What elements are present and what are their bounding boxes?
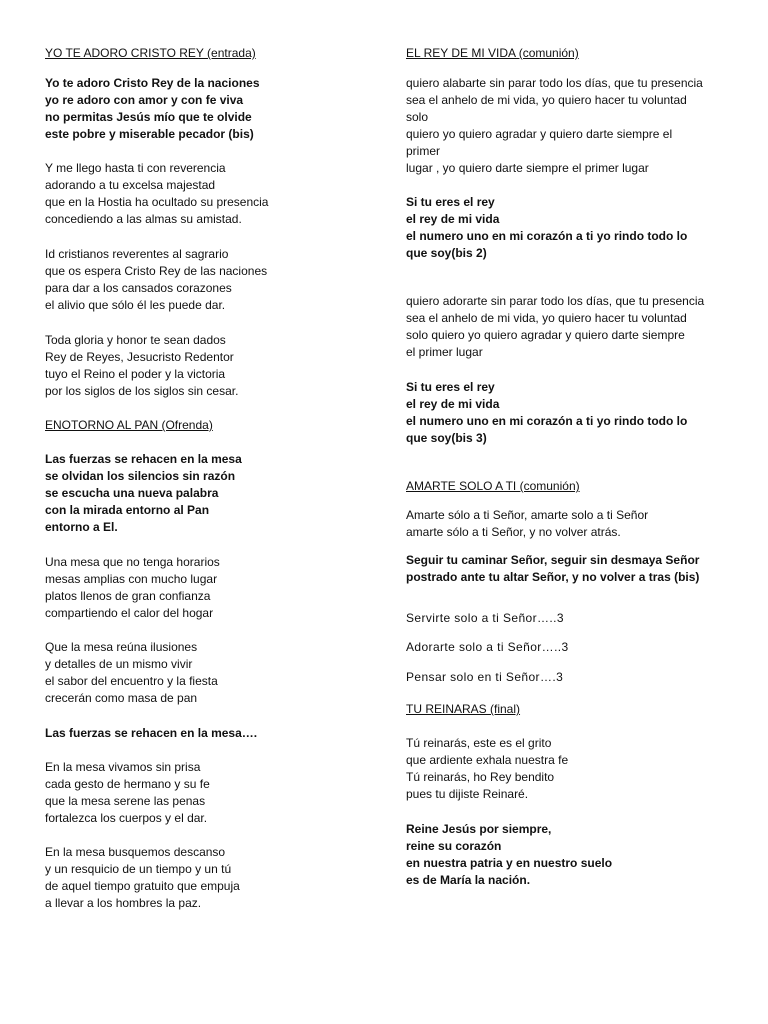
verse-2-yo-te-adoro: Id cristianos reverentes al sagrario que os espera Cristo Rey de las naciones para dar a los cansados corazones el alivio que sólo él les puede dar.: [45, 247, 268, 312]
verse-2-el-rey-de-mi-vida: quiero adorarte sin parar todo los días, que tu presencia sea el anhelo de mi vida, yo quiero hacer tu voluntad solo quiero yo quiero agradar y quiero darte siempre el primer lugar: [406, 294, 705, 359]
verse-1-tu-reinaras: Tú reinarás, este es el grito que ardiente exhala nuestra fe Tú reinarás, ho Rey bendito pues tu dijiste Reinaré.: [406, 736, 569, 801]
chorus-amarte-solo-a-ti: Seguir tu caminar Señor, seguir sin desmaya Señor postrado ante tu altar Señor, y no volver a tras (bis): [406, 553, 700, 584]
chorus-yo-te-adoro: Yo te adoro Cristo Rey de la naciones yo re adoro con amor y con fe viva no permitas Jesús mío que te olvide este pobre y miserable pecador (bis): [45, 76, 260, 141]
song-title-tu-reinaras: TU REINARAS (final): [406, 702, 521, 716]
chorus-2-el-rey-de-mi-vida: Si tu eres el rey el rey de mi vida el numero uno en mi corazón a ti yo rindo todo lo que soy(bis 3): [406, 380, 688, 445]
chorus-1-el-rey-de-mi-vida: Si tu eres el rey el rey de mi vida el numero uno en mi corazón a ti yo rindo todo lo que soy(bis 2): [406, 195, 688, 260]
verse-1-entorno-al-pan: Una mesa que no tenga horarios mesas amplias con mucho lugar platos llenos de gran confianza compartiendo el calor del hogar: [45, 555, 220, 620]
line-servirte: Servirte solo a ti Señor…..3: [406, 611, 564, 625]
verse-2-entorno-al-pan: Que la mesa reúna ilusiones y detalles de un mismo vivir el sabor del encuentro y la fiesta crecerán como masa de pan: [45, 640, 218, 705]
song-title-el-rey-de-mi-vida: EL REY DE MI VIDA (comunión): [406, 46, 579, 60]
chorus-reference-entorno-al-pan: Las fuerzas se rehacen en la mesa….: [45, 726, 258, 740]
line-pensar: Pensar solo en ti Señor….3: [406, 670, 564, 684]
song-title-yo-te-adoro: YO TE ADORO CRISTO REY (entrada): [45, 46, 256, 60]
chorus-tu-reinaras: Reine Jesús por siempre, reine su corazón en nuestra patria y en nuestro suelo es de María la nación.: [406, 822, 613, 887]
verse-3-entorno-al-pan: En la mesa vivamos sin prisa cada gesto de hermano y su fe que la mesa serene las penas fortalezca los cuerpos y el dar.: [45, 760, 210, 825]
song-title-entorno-al-pan: ENOTORNO AL PAN (Ofrenda): [45, 418, 213, 432]
chorus-entorno-al-pan: Las fuerzas se rehacen en la mesa se olvidan los silencios sin razón se escucha una nueva palabra con la mirada entorno al Pan entorno a El.: [45, 452, 242, 534]
verse-3-yo-te-adoro: Toda gloria y honor te sean dados Rey de Reyes, Jesucristo Redentor tuyo el Reino el poder y la victoria por los siglos de los siglos sin cesar.: [45, 333, 239, 398]
line-adorarte: Adorarte solo a ti Señor…..3: [406, 640, 569, 654]
verse-4-entorno-al-pan: En la mesa busquemos descanso y un resquicio de un tiempo y un tú de aquel tiempo gratuito que empuja a llevar a los hombres la paz.: [45, 845, 240, 910]
verse-1-amarte-solo-a-ti: Amarte sólo a ti Señor, amarte solo a ti Señor amarte sólo a ti Señor, y no volver atrás.: [406, 508, 649, 539]
verse-1-yo-te-adoro: Y me llego hasta ti con reverencia adorando a tu excelsa majestad que en la Hostia ha ocultado su presencia concediendo a las almas su amistad.: [45, 161, 269, 226]
verse-1-el-rey-de-mi-vida: quiero alabarte sin parar todo los días, que tu presencia sea el anhelo de mi vida, yo quiero hacer tu voluntad solo quiero yo quiero agradar y quiero darte siempre el primer lugar , yo quiero darte siempre el primer lugar: [406, 76, 703, 175]
song-title-amarte-solo-a-ti: AMARTE SOLO A TI (comunión): [406, 479, 580, 493]
